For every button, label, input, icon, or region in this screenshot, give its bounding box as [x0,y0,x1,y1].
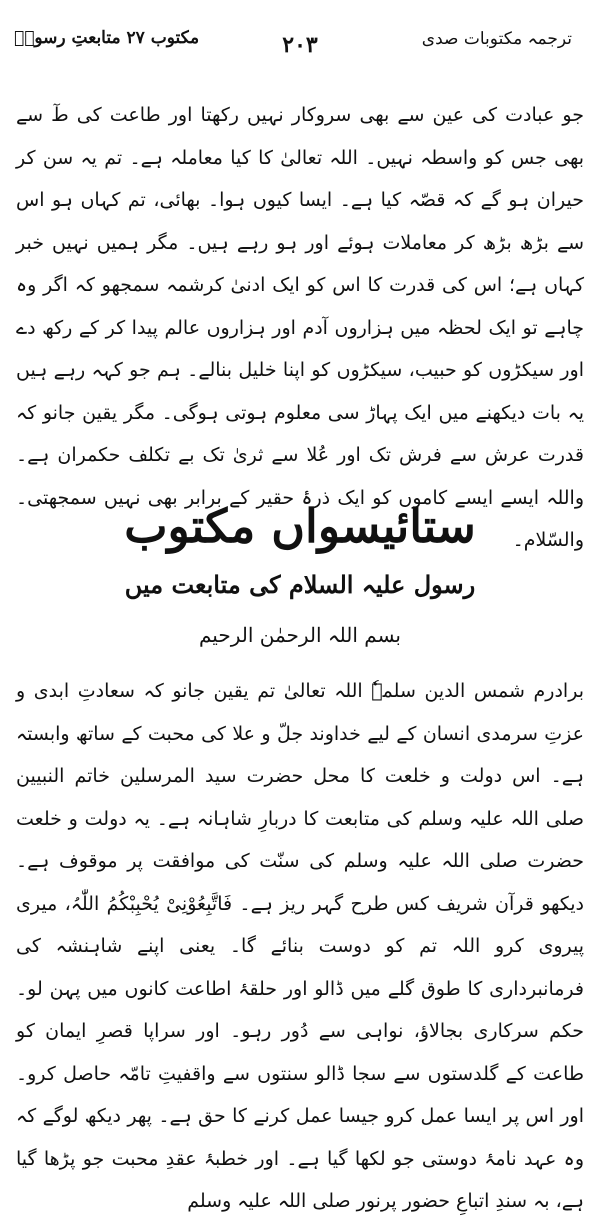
body-paragraph: برادرم شمس الدین سلمہٗ اللہ تعالیٰ تم یقین جانو کہ سعادتِ ابدی و عزتِ سرمدی انسان کے لیے خداوند جلّ و علا کی محبت کے ساتھ وابستہ ہے۔ اس دولت و خلعت کا محل حضرت سید المرسلین خاتم النبیین صلی اللہ علیہ وسلم کی متابعت کا دربارِ شاہانہ ہے۔ یہ دولت و خلعت حضرت صلی اللہ علیہ وسلم کی سنّت کی موافقت پر موقوف ہے۔ دیکھو قرآن شریف کس طرح گہر ریز ہے۔ فَاتَّبِعُوْنِیْ یُحْبِبْکُمُ اللّٰہُ، میری پیروی کرو اللہ تم کو دوست بنائے گا۔ یعنی اپنے شاہنشہ کی فرمانبرداری کا طوق گلے میں ڈالو اور حلقۂ اطاعت کانوں میں پہن لو۔ حکم سرکاری بجالاؤ، نواہی سے دُور رہو۔ اور سراپا قصرِ ایمان کو طاعت کے گلدستوں سے سجا ڈالو سنتوں سے واقفیتِ تامّہ حاصل کرو۔ اور اس پر ایسا عمل کرو جیسا عمل کرنے کا حق ہے۔ پھر دیکھ لوگے کہ وہ عہد نامۂ دوستی جو لکھا گیا ہے۔ اور خطبۂ عقدِ محبت جو پڑھا گیا ہے، بہ سندِ اتباعِ حضور پرنور صلی اللہ علیہ وسلم [16,680,584,1212]
bismillah-line: بسم اللہ الرحمٰن الرحیم [198,623,401,647]
running-header [14,22,586,62]
body-paragraph: جو عبادت کی عین سے بھی سروکار نہیں رکھتا اور طاعت کی طٓ سے بھی جس کو واسطہ نہیں۔ اللہ تعالیٰ کا کیا معاملہ ہے۔ تم یہ سن کر حیران ہو گے کہ قصّہ کیا ہے۔ ایسا کیوں ہوا۔ بھائی، تم کہاں ہو اس سے بڑھ بڑھ کر معاملات ہوئے اور ہو رہے ہیں۔ مگر ہمیں نہیں خبر کہاں ہے؛ اس کی قدرت کا اس کو ایک ادنیٰ کرشمہ سمجھو کہ اگر وہ چاہے تو ایک لحظہ میں ہزاروں آدم اور ہزاروں عالم پیدا کر کے رکھ دے اور سیکڑوں کو حبیب، سیکڑوں کو اپنا خلیل بنالے۔ ہم جو کہہ رہے ہیں یہ بات دیکھنے میں ایک پہاڑ سی معلوم ہوتی ہوگی۔ مگر یقین جانو کہ قدرت عرش سے فرش تک اور عُلا سے ثریٰ تک بے تکلف حکمران ہے۔ واللہ ایسے ایسے کاموں کو ایک ذرۂ حقیر کے برابر بھی نہیں سمجھتی۔ والسّلام۔ [16,104,584,551]
book-title: ترجمہ مکتوبات صدی [421,29,572,49]
chapter-title: ستائیسواں مکتوب [124,499,476,553]
page-number: ۲۰۳ [282,32,318,58]
chapter-subtitle: رسول علیہ السلام کی متابعت میں [124,570,476,599]
section-title: مکتوب ۲۷ متابعتِ رسولؐ [14,28,200,48]
